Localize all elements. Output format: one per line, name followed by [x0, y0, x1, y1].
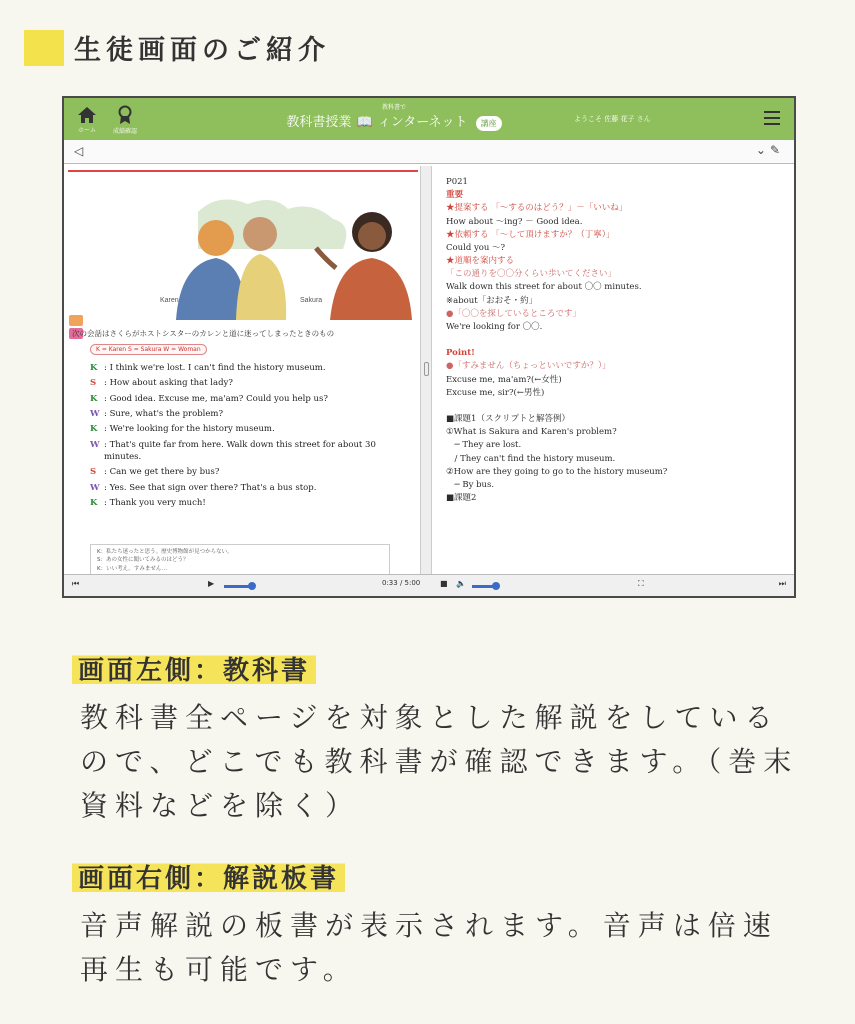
- edit-icon[interactable]: ✎: [769, 143, 780, 157]
- skip-back-icon[interactable]: ⏮: [72, 579, 80, 588]
- right-description: 音声解説の板書が表示されます。音声は倍速再生も可能です。: [80, 909, 778, 986]
- book-icon: 📖: [356, 115, 373, 130]
- dialogue-line: W : That's quite far from here. Walk down this street for about 30 minutes.: [90, 439, 376, 462]
- welcome-text: ようこそ 佐藤 花子 さん: [574, 115, 651, 123]
- seek-bar[interactable]: [224, 585, 250, 588]
- pane-divider[interactable]: [420, 166, 432, 576]
- section-header: [24, 28, 330, 67]
- back-triangle-icon[interactable]: ◁: [74, 144, 84, 158]
- chevron-down-icon[interactable]: ⌄: [755, 143, 766, 157]
- fullscreen-icon[interactable]: ⛶: [638, 579, 644, 588]
- award-icon: [117, 105, 133, 125]
- sub-toolbar: [64, 140, 794, 164]
- textbook-pane[interactable]: [68, 170, 418, 574]
- translation-notes: K：私たち迷ったと思う。歴史博物館が見つからない。 S：あの女性に聞いてみるのはどう？ K：いい考え。すみません…: [90, 544, 390, 574]
- right-heading: 画面右側：解説板書: [72, 858, 345, 895]
- divider-grip-icon[interactable]: [424, 362, 429, 376]
- hamburger-menu-icon[interactable]: [764, 111, 780, 125]
- section-title: 生徒画面のご紹介: [74, 35, 330, 66]
- dialogue-intro: 次の会話はさくらがホストシスターのカレンと道に迷ってしまったときのもの: [72, 329, 335, 338]
- dialogue-line: K : We're looking for the history museum.: [90, 424, 275, 435]
- volume-handle[interactable]: [492, 582, 500, 590]
- speaker-legend: K = Karen S = Sakura W = Woman: [90, 344, 207, 355]
- svg-text:Karen: Karen: [160, 297, 179, 304]
- volume-slider[interactable]: [472, 585, 494, 588]
- dialogue-line: W : Sure, what's the problem?: [90, 408, 224, 419]
- app-title: 教科書で 教科書授業 📖 ィンターネット 講座: [269, 102, 519, 131]
- dialogue-line: K : Good idea. Excuse me, ma'am? Could you help us?: [90, 393, 328, 404]
- app-header: [64, 98, 794, 140]
- svg-text:Sakura: Sakura: [300, 297, 323, 304]
- character-illustration: [68, 172, 418, 320]
- dialogue: [90, 362, 410, 512]
- important-heading: 重要: [446, 190, 464, 201]
- dialogue-line: K : I think we're lost. I can't find the history museum.: [90, 363, 326, 373]
- left-heading: 画面左側：教科書: [72, 650, 316, 687]
- dialogue-line: S : Can we get there by bus?: [90, 467, 220, 478]
- time-readout: 0:33 / 5:00: [382, 579, 421, 587]
- dialogue-line: K : Thank you very much!: [90, 497, 206, 508]
- dialogue-line: S : How about asking that lady?: [90, 378, 233, 389]
- yellow-square-marker: [24, 30, 64, 66]
- award-button[interactable]: 成績確認: [112, 105, 138, 135]
- player-bar: [64, 574, 794, 596]
- play-icon[interactable]: ▶: [208, 579, 215, 588]
- home-icon: [77, 106, 97, 124]
- volume-icon[interactable]: 🔈: [456, 579, 466, 588]
- skip-forward-icon[interactable]: ⏭: [778, 579, 786, 588]
- board-text: P021 重要 ★提案する 「～するのはどう？」－「いいね」 How about ～ing? － Good idea. ★依頼する 「～して頂けますか？（丁寧）」 Could you ～? ★道順を案内する 「この通りを〇〇分くらい歩いてください」 Walk down this street for about 〇〇 minutes. ※about「おおそ・約」 ●「〇〇を探しているところです」 We're looking for 〇〇. Point! ●「すみません（ちょっといいですか？）」 Excuse me, ma'am?(←女性) Excuse me, sir?(←男性) ■課題1（スクリプトと解答例） ①What is Sakura and Karen's problem? ─ They are lost. / They can't find the history museum. ②How are they going to go to the history museum? ─ By bus. ■課題2: [446, 176, 786, 505]
- toolbar-right: [756, 143, 780, 157]
- dialogue-line: W : Yes. See that sign over there? That's a bus stop.: [90, 482, 317, 493]
- board-pane[interactable]: [436, 170, 792, 574]
- app-screenshot: [62, 96, 796, 598]
- home-button[interactable]: ホーム: [74, 106, 100, 134]
- left-description: 教科書全ページを対象とした解説をしているので、どこでも教科書が確認できます。（巻末資料などを除く）: [80, 701, 799, 822]
- seek-handle[interactable]: [248, 582, 256, 590]
- course-badge: 講座: [476, 116, 502, 131]
- stop-icon[interactable]: ■: [440, 579, 448, 588]
